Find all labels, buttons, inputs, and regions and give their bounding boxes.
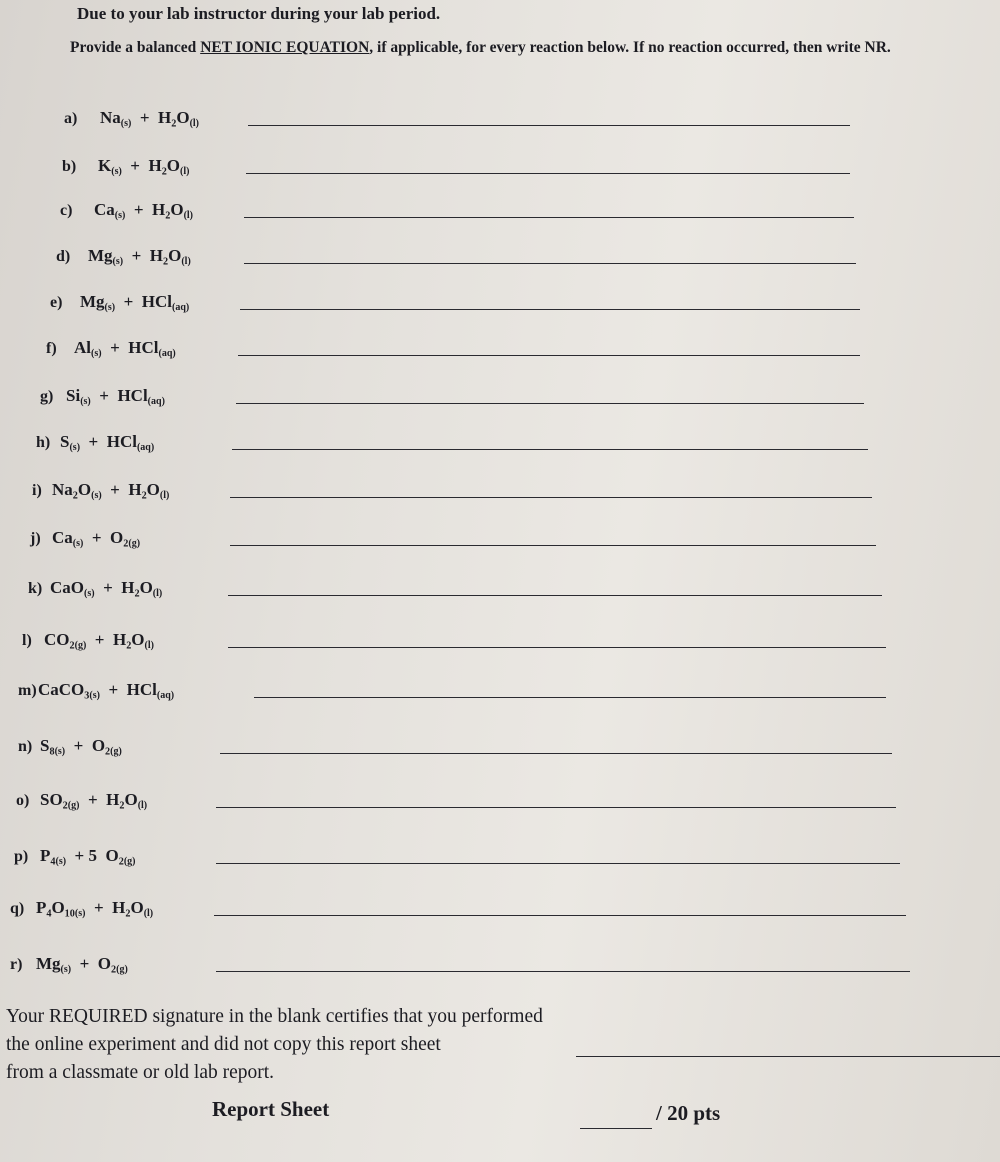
reaction-equation bbox=[88, 246, 191, 266]
reaction-label: n) bbox=[18, 738, 33, 755]
reaction-label: k) bbox=[28, 580, 43, 597]
reaction-label: i) bbox=[32, 482, 42, 499]
reactant-1: Ca bbox=[52, 528, 73, 547]
signature-blank[interactable] bbox=[576, 1056, 1000, 1057]
reactant-1-state: (s) bbox=[55, 856, 67, 867]
reactant-2: H₂O bbox=[149, 246, 182, 265]
reactant-1: P₄O₁₀ bbox=[36, 898, 75, 917]
reaction-row bbox=[28, 570, 910, 600]
reactant-2: H₂O bbox=[121, 578, 153, 597]
plus-sign: + bbox=[88, 432, 99, 451]
reactant-1-state: (s) bbox=[72, 538, 84, 549]
reactant-2: O₂ bbox=[97, 954, 117, 973]
answer-blank[interactable] bbox=[248, 125, 850, 126]
instructions bbox=[70, 38, 910, 58]
reactant-1-state: (s) bbox=[114, 210, 126, 221]
reaction-row bbox=[32, 472, 904, 502]
reaction-equation bbox=[52, 480, 169, 500]
reactant-1: Si bbox=[66, 386, 81, 405]
reaction-row bbox=[50, 284, 910, 314]
reactant-1-state: (g) bbox=[74, 640, 87, 651]
reactant-2: HCl bbox=[141, 292, 173, 311]
answer-blank[interactable] bbox=[254, 697, 886, 698]
reactant-2: O₂ bbox=[105, 846, 124, 865]
certification-line-1: Your REQUIRED signature in the blank certifies that you performed bbox=[6, 1006, 543, 1027]
reactant-1: P₄ bbox=[40, 846, 56, 865]
reactant-2-state: (l) bbox=[181, 256, 191, 267]
reaction-label: j) bbox=[30, 530, 41, 547]
reactant-2: H₂O bbox=[158, 108, 190, 127]
reaction-equation bbox=[38, 680, 174, 700]
reaction-label: f) bbox=[46, 340, 57, 357]
reactant-2-state: (aq) bbox=[172, 302, 190, 313]
reaction-equation bbox=[66, 386, 165, 406]
answer-blank[interactable] bbox=[236, 403, 864, 404]
reaction-equation bbox=[74, 338, 176, 358]
reactant-2-state: (l) bbox=[143, 908, 154, 919]
reactant-1-state: (s) bbox=[60, 964, 72, 975]
plus-sign: + bbox=[139, 108, 150, 127]
reactant-1-state: (s) bbox=[91, 490, 102, 501]
reactant-2-state: (g) bbox=[128, 538, 141, 549]
plus-sign: + bbox=[123, 292, 134, 311]
plus-sign: + bbox=[94, 630, 105, 649]
answer-blank[interactable] bbox=[244, 217, 854, 218]
reaction-row bbox=[18, 672, 904, 702]
plus-sign: + bbox=[131, 246, 142, 265]
answer-blank[interactable] bbox=[216, 971, 910, 972]
plus-sign: + bbox=[110, 480, 120, 499]
reaction-label: q) bbox=[10, 900, 25, 917]
reactant-1-state: (s) bbox=[80, 396, 91, 407]
reactant-1: Al bbox=[74, 338, 91, 357]
reaction-label: e) bbox=[50, 294, 63, 311]
reactant-1: CaCO₃ bbox=[38, 680, 90, 699]
reactant-2-state: (g) bbox=[123, 856, 136, 867]
plus-sign: + bbox=[130, 156, 140, 175]
plus-sign: + bbox=[99, 386, 109, 405]
reactant-2-state: (aq) bbox=[156, 690, 175, 701]
reaction-row bbox=[10, 890, 916, 920]
plus-sign: + bbox=[103, 578, 113, 597]
reactant-1-state: (s) bbox=[54, 746, 66, 757]
reactant-2-state: (g) bbox=[116, 964, 128, 975]
answer-blank[interactable] bbox=[246, 173, 850, 174]
reaction-label: p) bbox=[14, 848, 29, 865]
plus-sign: + bbox=[79, 954, 90, 973]
reaction-row bbox=[10, 946, 920, 976]
reaction-label: l) bbox=[22, 632, 32, 649]
reaction-equation bbox=[80, 292, 189, 312]
reactant-1-state: (s) bbox=[111, 166, 122, 177]
reaction-label: b) bbox=[62, 158, 77, 175]
answer-blank[interactable] bbox=[244, 263, 856, 264]
reactant-1: S bbox=[60, 432, 70, 451]
reaction-equation bbox=[98, 156, 189, 176]
reactant-1: SO₂ bbox=[40, 790, 68, 809]
reactant-2-state: (l) bbox=[189, 118, 200, 129]
reactant-1: CO₂ bbox=[44, 630, 75, 649]
answer-blank[interactable] bbox=[238, 355, 860, 356]
plus-sign: + bbox=[93, 898, 104, 917]
reaction-row bbox=[60, 192, 914, 222]
reactant-2: H₂O bbox=[112, 630, 145, 649]
reactant-1: Na₂O bbox=[52, 480, 92, 499]
certification-text bbox=[6, 1003, 686, 1087]
reactant-1-state: (g) bbox=[67, 800, 80, 811]
reactant-2: HCl bbox=[128, 338, 159, 357]
reaction-row bbox=[36, 424, 904, 454]
reaction-row bbox=[18, 728, 910, 758]
reaction-row bbox=[62, 148, 912, 178]
reaction-equation bbox=[100, 108, 199, 128]
certification-line-2: the online experiment and did not copy this report sheet bbox=[6, 1034, 441, 1055]
reaction-row bbox=[46, 330, 906, 360]
reactant-1-state: (s) bbox=[112, 256, 124, 267]
reactant-2: H₂O bbox=[128, 480, 160, 499]
reactant-2-state: (aq) bbox=[147, 396, 165, 407]
reactant-1: Ca bbox=[94, 200, 115, 219]
answer-blank[interactable] bbox=[214, 915, 906, 916]
reaction-equation bbox=[50, 578, 162, 598]
reactant-1-state: (s) bbox=[84, 588, 95, 599]
plus-sign: + bbox=[108, 680, 119, 699]
reaction-equation bbox=[36, 954, 128, 974]
due-note: Due to your lab instructor during your lab period. bbox=[77, 4, 441, 23]
reaction-row bbox=[14, 838, 914, 868]
reaction-row bbox=[22, 622, 908, 652]
reactant-2-state: (l) bbox=[183, 210, 194, 221]
reactant-2: O₂ bbox=[110, 528, 129, 547]
answer-blank[interactable] bbox=[216, 863, 900, 864]
answer-blank[interactable] bbox=[216, 807, 896, 808]
instructions-emphasis: NET IONIC EQUATION bbox=[200, 39, 370, 56]
reactant-1: K bbox=[98, 156, 112, 175]
certification-line-3: from a classmate or old lab report. bbox=[6, 1062, 275, 1083]
answer-blank[interactable] bbox=[230, 497, 872, 498]
report-title: Report Sheet bbox=[212, 1097, 330, 1121]
reactant-1: Mg bbox=[80, 292, 105, 311]
reactant-2: H₂O bbox=[112, 898, 144, 917]
reactant-1-state: (s) bbox=[69, 442, 81, 453]
answer-blank[interactable] bbox=[240, 309, 860, 310]
plus-sign: + bbox=[73, 736, 84, 755]
plus-sign: + bbox=[110, 338, 120, 357]
instructions-post: , if applicable, for every reaction below. If no reaction occurred, then write NR. bbox=[369, 39, 891, 56]
reaction-equation bbox=[94, 200, 193, 220]
reaction-equation bbox=[40, 736, 122, 756]
reaction-equation bbox=[60, 432, 154, 452]
reaction-row bbox=[30, 520, 906, 550]
reaction-label: o) bbox=[16, 792, 30, 809]
reactant-2: HCl bbox=[117, 386, 148, 405]
reaction-label: c) bbox=[60, 202, 73, 219]
instructions-pre: Provide a balanced bbox=[70, 39, 201, 56]
answer-blank[interactable] bbox=[228, 595, 882, 596]
answer-blank[interactable] bbox=[220, 753, 892, 754]
reactant-2-state: (l) bbox=[152, 588, 163, 599]
reactant-2-state: (aq) bbox=[136, 442, 155, 453]
reaction-label: a) bbox=[64, 110, 78, 127]
reaction-equation bbox=[40, 790, 147, 810]
answer-blank[interactable] bbox=[230, 545, 876, 546]
reactant-2: O₂ bbox=[91, 736, 111, 755]
reaction-equation bbox=[44, 630, 154, 650]
answer-blank[interactable] bbox=[232, 449, 868, 450]
reactant-2-state: (aq) bbox=[158, 348, 176, 359]
reactant-2-state: (l) bbox=[144, 640, 154, 651]
reaction-label: m) bbox=[18, 682, 37, 699]
reactant-1: S₈ bbox=[40, 736, 55, 755]
reaction-label: g) bbox=[40, 388, 54, 405]
reactant-2-state: (g) bbox=[110, 746, 122, 757]
reaction-equation bbox=[40, 846, 135, 866]
plus-sign: + 5 bbox=[74, 846, 97, 865]
reactant-1-state: (s) bbox=[120, 118, 132, 129]
plus-sign: + bbox=[133, 200, 144, 219]
plus-sign: + bbox=[91, 528, 102, 547]
reaction-label: h) bbox=[36, 434, 51, 451]
reaction-label: r) bbox=[10, 956, 23, 973]
reaction-equation bbox=[52, 528, 140, 548]
answer-blank[interactable] bbox=[228, 647, 886, 648]
reactant-2: HCl bbox=[126, 680, 157, 699]
reactant-2-state: (l) bbox=[159, 490, 170, 501]
reaction-row bbox=[40, 378, 904, 408]
reactant-1: Na bbox=[100, 108, 121, 127]
reactant-1-state: (s) bbox=[89, 690, 100, 701]
reactant-2: H₂O bbox=[148, 156, 181, 175]
reactant-1-state: (s) bbox=[74, 908, 86, 919]
points-total: / 20 pts bbox=[656, 1101, 721, 1125]
reactant-2-state: (l) bbox=[180, 166, 190, 177]
reaction-row bbox=[64, 100, 914, 130]
reactant-1: CaO bbox=[50, 578, 84, 597]
reaction-equation bbox=[36, 898, 153, 918]
reactant-2: HCl bbox=[106, 432, 137, 451]
reactant-1: Mg bbox=[88, 246, 113, 265]
reaction-row bbox=[56, 238, 912, 268]
reactant-2-state: (l) bbox=[137, 800, 148, 811]
score-blank[interactable] bbox=[580, 1128, 652, 1129]
reactant-2: H₂O bbox=[106, 790, 138, 809]
reaction-label: d) bbox=[56, 248, 71, 265]
reactant-1-state: (s) bbox=[104, 302, 116, 313]
reactant-1: Mg bbox=[36, 954, 61, 973]
reaction-row bbox=[16, 782, 912, 812]
reactant-2: H₂O bbox=[152, 200, 184, 219]
reactant-1-state: (s) bbox=[91, 348, 102, 359]
plus-sign: + bbox=[87, 790, 98, 809]
